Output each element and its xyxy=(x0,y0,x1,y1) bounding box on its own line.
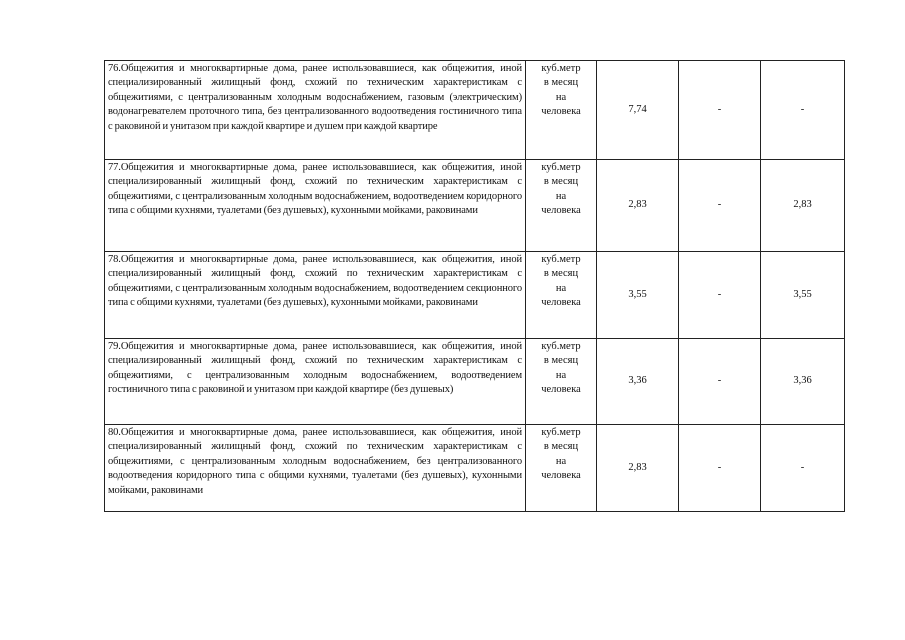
table-row xyxy=(105,252,845,339)
row-value-2: - xyxy=(679,339,761,425)
row-description: 80.Общежития и многоквартирные дома, ранее использовавшиеся, как общежития, иной специализированный жилищный фонд, схожий по техническим характеристикам с общежитиями, с централизованным холодным водоснабжением, без централизованного водоотведения коридорного типа с общими кухнями, туалетами (без душевых), кухонными мойками, раковинами xyxy=(105,425,526,512)
row-value-1: 2,83 xyxy=(597,160,679,252)
row-value-3: 3,55 xyxy=(761,252,845,339)
row-unit: куб.метр в месяц на человека xyxy=(526,160,597,252)
row-value-2: - xyxy=(679,61,761,160)
row-value-1: 3,36 xyxy=(597,339,679,425)
row-value-3: - xyxy=(761,61,845,160)
row-value-1: 2,83 xyxy=(597,425,679,512)
table-row xyxy=(105,61,845,160)
row-value-3: 2,83 xyxy=(761,160,845,252)
table-row xyxy=(105,425,845,512)
row-value-1: 3,55 xyxy=(597,252,679,339)
table-row xyxy=(105,160,845,252)
norms-table xyxy=(104,60,845,512)
row-unit: куб.метр в месяц на человека xyxy=(526,339,597,425)
row-value-2: - xyxy=(679,425,761,512)
row-value-3: 3,36 xyxy=(761,339,845,425)
row-unit: куб.метр в месяц на человека xyxy=(526,61,597,160)
row-value-2: - xyxy=(679,160,761,252)
row-description: 79.Общежития и многоквартирные дома, ранее использовавшиеся, как общежития, иной специализированный жилищный фонд, схожий по техническим характеристикам с общежитиями, с централизованным холодным водоснабжением, водоотведением гостиничного типа с раковиной и унитазом при каждой квартире (без душевых) xyxy=(105,339,526,425)
row-description: 78.Общежития и многоквартирные дома, ранее использовавшиеся, как общежития, иной специализированный жилищный фонд, схожий по техническим характеристикам с общежитиями, с централизованным холодным водоснабжением, водоотведением секционного типа с общими кухнями, туалетами (без душевых), кухонными мойками, раковинами xyxy=(105,252,526,339)
row-unit: куб.метр в месяц на человека xyxy=(526,252,597,339)
row-unit: куб.метр в месяц на человека xyxy=(526,425,597,512)
row-value-3: - xyxy=(761,425,845,512)
row-value-2: - xyxy=(679,252,761,339)
row-description: 76.Общежития и многоквартирные дома, ранее использовавшиеся, как общежития, иной специализированный жилищный фонд, схожий по техническим характеристикам с общежитиями, с централизованным холодным водоснабжением, газовым (электрическим) водонагревателем проточного типа, без централизованного водоотведения гостиничного типа с раковиной и унитазом при каждой квартире и душем при каждой квартире xyxy=(105,61,526,160)
row-description: 77.Общежития и многоквартирные дома, ранее использовавшиеся, как общежития, иной специализированный жилищный фонд, схожий по техническим характеристикам с общежитиями, с централизованным холодным водоснабжением, водоотведением коридорного типа с общими кухнями, туалетами (без душевых), кухонными мойками, раковинами xyxy=(105,160,526,252)
row-value-1: 7,74 xyxy=(597,61,679,160)
table-row xyxy=(105,339,845,425)
